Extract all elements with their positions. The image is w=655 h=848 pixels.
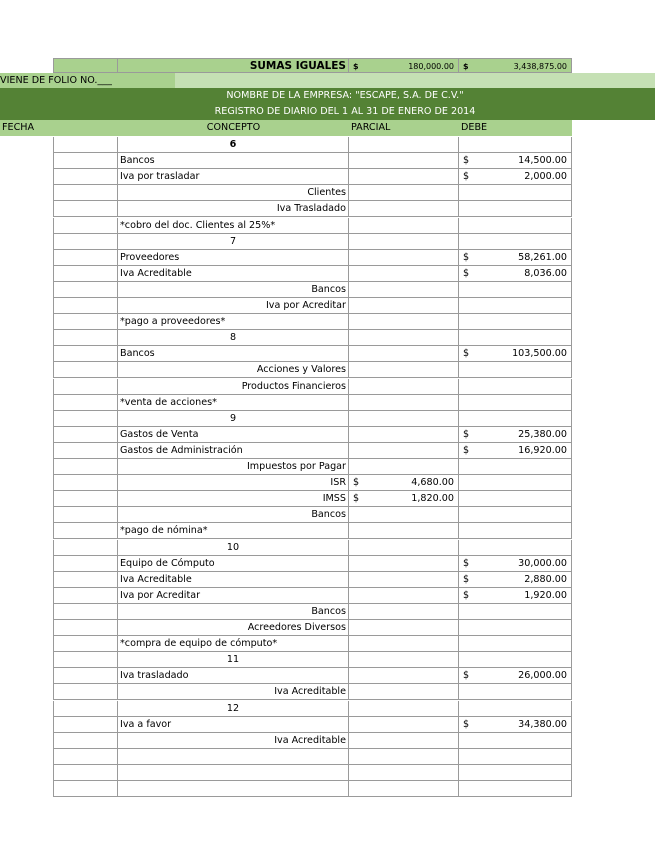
- concepto-text: 6: [229, 139, 237, 150]
- concepto-cell[interactable]: [118, 588, 349, 604]
- debe-currency: $: [463, 590, 470, 601]
- concepto-text: *pago de nómina*: [120, 525, 208, 536]
- parcial-cell[interactable]: [349, 379, 459, 395]
- debe-cell[interactable]: [459, 362, 572, 378]
- fecha-cell[interactable]: [53, 169, 118, 185]
- parcial-cell[interactable]: [349, 411, 459, 427]
- parcial-cell[interactable]: [349, 540, 459, 556]
- parcial-cell[interactable]: [349, 218, 459, 234]
- fecha-cell[interactable]: [53, 507, 118, 523]
- concepto-text: *compra de equipo de cómputo*: [120, 638, 278, 649]
- concepto-cell[interactable]: [118, 604, 349, 620]
- concepto-text: Iva Acreditable: [274, 735, 346, 746]
- debe-cell[interactable]: [459, 282, 572, 298]
- concepto-text: Iva por Acreditar: [265, 300, 346, 311]
- parcial-cell[interactable]: [349, 362, 459, 378]
- concepto-text: 9: [229, 413, 237, 424]
- debe-cell[interactable]: [459, 395, 572, 411]
- concepto-cell[interactable]: [118, 523, 349, 539]
- concepto-text: Acciones y Valores: [256, 364, 346, 375]
- debe-currency: $: [463, 429, 470, 440]
- concepto-cell[interactable]: [118, 379, 349, 395]
- concepto-cell[interactable]: [118, 185, 349, 201]
- concepto-text: *cobro del doc. Clientes al 25%*: [120, 220, 276, 231]
- totals-debe-currency: $: [463, 62, 469, 71]
- debe-cell[interactable]: [459, 250, 572, 266]
- header-debe[interactable]: DEBE: [461, 122, 488, 133]
- debe-currency: $: [463, 252, 470, 263]
- concepto-cell[interactable]: [118, 169, 349, 185]
- concepto-cell[interactable]: [118, 298, 349, 314]
- debe-cell[interactable]: [459, 620, 572, 636]
- concepto-text: Iva trasladado: [120, 670, 189, 681]
- parcial-cell[interactable]: [349, 588, 459, 604]
- company-title[interactable]: NOMBRE DE LA EMPRESA: "ESCAPE, S.A. DE C.V.": [226, 90, 464, 101]
- totals-parcial-currency: $: [353, 62, 359, 71]
- totals-debe-cell[interactable]: [459, 58, 572, 73]
- concepto-text: Gastos de Administración: [120, 445, 243, 456]
- debe-amount: 30,000.00: [518, 558, 567, 569]
- parcial-cell[interactable]: [349, 314, 459, 330]
- fecha-cell[interactable]: [53, 701, 118, 717]
- fecha-cell[interactable]: [53, 250, 118, 266]
- fecha-cell[interactable]: [53, 475, 118, 491]
- concepto-text: Iva por Acreditar: [120, 590, 201, 601]
- concepto-cell[interactable]: [118, 620, 349, 636]
- concepto-cell[interactable]: [118, 540, 349, 556]
- concepto-cell[interactable]: [118, 411, 349, 427]
- concepto-cell[interactable]: [118, 749, 349, 765]
- concepto-cell[interactable]: [118, 201, 349, 217]
- concepto-text: Iva Acreditable: [274, 686, 346, 697]
- fecha-cell[interactable]: [53, 395, 118, 411]
- parcial-cell[interactable]: [349, 298, 459, 314]
- concepto-cell[interactable]: [118, 346, 349, 362]
- parcial-cell[interactable]: [349, 604, 459, 620]
- concepto-cell[interactable]: [118, 266, 349, 282]
- fecha-cell[interactable]: [53, 137, 118, 153]
- concepto-text: Bancos: [311, 606, 346, 617]
- debe-currency: $: [463, 558, 470, 569]
- fecha-cell[interactable]: [53, 330, 118, 346]
- fecha-cell[interactable]: [53, 491, 118, 507]
- concepto-cell[interactable]: [118, 314, 349, 330]
- concepto-cell[interactable]: [118, 427, 349, 443]
- fecha-cell[interactable]: [53, 459, 118, 475]
- parcial-cell[interactable]: [349, 620, 459, 636]
- debe-cell[interactable]: [459, 749, 572, 765]
- concepto-cell[interactable]: [118, 701, 349, 717]
- fecha-cell[interactable]: [53, 588, 118, 604]
- concepto-cell[interactable]: [118, 282, 349, 298]
- concepto-text: Proveedores: [120, 252, 180, 263]
- concepto-text: Bancos: [311, 509, 346, 520]
- concepto-text: 12: [226, 703, 240, 714]
- concepto-cell[interactable]: [118, 459, 349, 475]
- debe-cell[interactable]: [459, 588, 572, 604]
- totals-blank-cell[interactable]: [53, 58, 118, 73]
- debe-currency: $: [463, 348, 470, 359]
- fecha-cell[interactable]: [53, 556, 118, 572]
- fecha-cell[interactable]: [53, 234, 118, 250]
- debe-amount: 1,920.00: [524, 590, 567, 601]
- debe-amount: 2,000.00: [524, 171, 567, 182]
- parcial-cell[interactable]: [349, 443, 459, 459]
- fecha-cell[interactable]: [53, 362, 118, 378]
- fecha-cell[interactable]: [53, 379, 118, 395]
- debe-cell[interactable]: [459, 781, 572, 797]
- concepto-text: 11: [226, 654, 240, 665]
- parcial-cell[interactable]: [349, 765, 459, 781]
- concepto-text: IMSS: [322, 493, 346, 504]
- debe-cell[interactable]: [459, 572, 572, 588]
- concepto-text: Iva por trasladar: [120, 171, 200, 182]
- concepto-cell[interactable]: [118, 250, 349, 266]
- debe-cell[interactable]: [459, 684, 572, 700]
- parcial-cell[interactable]: [349, 701, 459, 717]
- debe-amount: 25,380.00: [518, 429, 567, 440]
- parcial-cell[interactable]: [349, 282, 459, 298]
- fecha-cell[interactable]: [53, 636, 118, 652]
- concepto-cell[interactable]: [118, 234, 349, 250]
- parcial-cell[interactable]: [349, 636, 459, 652]
- debe-cell[interactable]: [459, 523, 572, 539]
- parcial-cell[interactable]: [349, 185, 459, 201]
- fecha-cell[interactable]: [53, 604, 118, 620]
- parcial-cell[interactable]: [349, 652, 459, 668]
- concepto-text: Gastos de Venta: [120, 429, 199, 440]
- debe-cell[interactable]: [459, 218, 572, 234]
- parcial-amount: 4,680.00: [411, 477, 454, 488]
- parcial-cell[interactable]: [349, 475, 459, 491]
- parcial-cell[interactable]: [349, 717, 459, 733]
- parcial-cell[interactable]: [349, 169, 459, 185]
- concepto-cell[interactable]: [118, 475, 349, 491]
- parcial-cell[interactable]: [349, 266, 459, 282]
- concepto-cell[interactable]: [118, 362, 349, 378]
- parcial-cell[interactable]: [349, 781, 459, 797]
- concepto-text: Impuestos por Pagar: [246, 461, 346, 472]
- concepto-cell[interactable]: [118, 781, 349, 797]
- folio-fill-cell[interactable]: [175, 73, 655, 88]
- parcial-cell[interactable]: [349, 572, 459, 588]
- debe-cell[interactable]: [459, 701, 572, 717]
- debe-currency: $: [463, 445, 470, 456]
- fecha-cell[interactable]: [53, 153, 118, 169]
- fecha-cell[interactable]: [53, 218, 118, 234]
- concepto-cell[interactable]: [118, 556, 349, 572]
- fecha-cell[interactable]: [53, 572, 118, 588]
- fecha-cell[interactable]: [53, 540, 118, 556]
- concepto-text: 7: [229, 236, 237, 247]
- fecha-cell[interactable]: [53, 266, 118, 282]
- concepto-cell[interactable]: [118, 218, 349, 234]
- parcial-cell[interactable]: [349, 137, 459, 153]
- concepto-text: Equipo de Cómputo: [120, 558, 215, 569]
- parcial-amount: 1,820.00: [411, 493, 454, 504]
- concepto-text: Bancos: [120, 348, 155, 359]
- debe-cell[interactable]: [459, 507, 572, 523]
- parcial-cell[interactable]: [349, 749, 459, 765]
- concepto-text: ISR: [330, 477, 346, 488]
- concepto-cell[interactable]: [118, 507, 349, 523]
- parcial-cell[interactable]: [349, 234, 459, 250]
- fecha-cell[interactable]: [53, 185, 118, 201]
- debe-cell[interactable]: [459, 540, 572, 556]
- fecha-cell[interactable]: [53, 781, 118, 797]
- parcial-currency: $: [353, 477, 360, 488]
- debe-cell[interactable]: [459, 459, 572, 475]
- debe-cell[interactable]: [459, 234, 572, 250]
- parcial-cell[interactable]: [349, 507, 459, 523]
- debe-amount: 26,000.00: [518, 670, 567, 681]
- folio-label: VIENE DE FOLIO NO.___: [0, 75, 112, 86]
- totals-debe-value: 3,438,875.00: [513, 62, 567, 71]
- debe-cell[interactable]: [459, 668, 572, 684]
- register-title[interactable]: REGISTRO DE DIARIO DEL 1 AL 31 DE ENERO DE 2014: [214, 106, 476, 117]
- parcial-cell[interactable]: [349, 346, 459, 362]
- concepto-text: 10: [226, 542, 240, 553]
- parcial-cell[interactable]: [349, 395, 459, 411]
- concepto-cell[interactable]: [118, 395, 349, 411]
- concepto-text: 8: [229, 332, 237, 343]
- parcial-cell[interactable]: [349, 201, 459, 217]
- concepto-cell[interactable]: [118, 572, 349, 588]
- debe-cell[interactable]: [459, 491, 572, 507]
- debe-cell[interactable]: [459, 556, 572, 572]
- debe-cell[interactable]: [459, 717, 572, 733]
- debe-amount: 103,500.00: [512, 348, 567, 359]
- debe-cell[interactable]: [459, 298, 572, 314]
- debe-amount: 14,500.00: [518, 155, 567, 166]
- fecha-cell[interactable]: [53, 652, 118, 668]
- fecha-cell[interactable]: [53, 411, 118, 427]
- header-row: [0, 120, 572, 136]
- debe-amount: 34,380.00: [518, 719, 567, 730]
- totals-label[interactable]: SUMAS IGUALES: [118, 58, 349, 73]
- debe-cell[interactable]: [459, 185, 572, 201]
- fecha-cell[interactable]: [53, 749, 118, 765]
- folio-row: [0, 73, 655, 88]
- concepto-text: Productos Financieros: [241, 381, 346, 392]
- debe-cell[interactable]: [459, 427, 572, 443]
- parcial-currency: $: [353, 493, 360, 504]
- parcial-cell[interactable]: [349, 330, 459, 346]
- debe-cell[interactable]: [459, 733, 572, 749]
- debe-amount: 2,880.00: [524, 574, 567, 585]
- debe-currency: $: [463, 719, 470, 730]
- parcial-cell[interactable]: [349, 459, 459, 475]
- folio-label-cell[interactable]: [0, 73, 175, 88]
- fecha-cell[interactable]: [53, 201, 118, 217]
- fecha-cell[interactable]: [53, 523, 118, 539]
- debe-cell[interactable]: [459, 201, 572, 217]
- parcial-cell[interactable]: [349, 684, 459, 700]
- header-parcial[interactable]: PARCIAL: [351, 122, 391, 133]
- debe-cell[interactable]: [459, 443, 572, 459]
- debe-cell[interactable]: [459, 411, 572, 427]
- fecha-cell[interactable]: [53, 733, 118, 749]
- fecha-cell[interactable]: [53, 620, 118, 636]
- totals-parcial-value: 180,000.00: [408, 62, 454, 71]
- debe-cell[interactable]: [459, 765, 572, 781]
- parcial-cell[interactable]: [349, 153, 459, 169]
- concepto-text: Iva Acreditable: [120, 574, 192, 585]
- concepto-text: Bancos: [120, 155, 155, 166]
- fecha-cell[interactable]: [53, 765, 118, 781]
- debe-cell[interactable]: [459, 137, 572, 153]
- concepto-cell[interactable]: [118, 137, 349, 153]
- fecha-cell[interactable]: [53, 684, 118, 700]
- fecha-cell[interactable]: [53, 298, 118, 314]
- debe-currency: $: [463, 268, 470, 279]
- debe-cell[interactable]: [459, 169, 572, 185]
- debe-cell[interactable]: [459, 330, 572, 346]
- concepto-cell[interactable]: [118, 652, 349, 668]
- concepto-text: Acreedores Diversos: [247, 622, 346, 633]
- concepto-text: Iva Trasladado: [276, 203, 346, 214]
- debe-cell[interactable]: [459, 153, 572, 169]
- fecha-cell[interactable]: [53, 282, 118, 298]
- concepto-cell[interactable]: [118, 684, 349, 700]
- concepto-text: Clientes: [307, 187, 346, 198]
- fecha-cell[interactable]: [53, 443, 118, 459]
- debe-cell[interactable]: [459, 266, 572, 282]
- concepto-text: *venta de acciones*: [120, 397, 217, 408]
- debe-currency: $: [463, 670, 470, 681]
- concepto-cell[interactable]: [118, 330, 349, 346]
- debe-cell[interactable]: [459, 636, 572, 652]
- parcial-cell[interactable]: [349, 556, 459, 572]
- concepto-cell[interactable]: [118, 668, 349, 684]
- fecha-cell[interactable]: [53, 717, 118, 733]
- company-row: [0, 88, 655, 104]
- debe-cell[interactable]: [459, 604, 572, 620]
- concepto-cell[interactable]: [118, 443, 349, 459]
- parcial-cell[interactable]: [349, 523, 459, 539]
- concepto-cell[interactable]: [118, 733, 349, 749]
- debe-currency: $: [463, 171, 470, 182]
- parcial-cell[interactable]: [349, 733, 459, 749]
- header-fecha[interactable]: FECHA: [2, 122, 35, 133]
- debe-amount: 8,036.00: [524, 268, 567, 279]
- parcial-cell[interactable]: [349, 427, 459, 443]
- register-row: [0, 104, 655, 120]
- fecha-cell[interactable]: [53, 427, 118, 443]
- fecha-cell[interactable]: [53, 346, 118, 362]
- concepto-text: *pago a proveedores*: [120, 316, 226, 327]
- header-concepto[interactable]: CONCEPTO: [206, 122, 261, 133]
- concepto-cell[interactable]: [118, 491, 349, 507]
- debe-amount: 58,261.00: [518, 252, 567, 263]
- debe-cell[interactable]: [459, 652, 572, 668]
- fecha-cell[interactable]: [53, 314, 118, 330]
- debe-cell[interactable]: [459, 346, 572, 362]
- parcial-cell[interactable]: [349, 491, 459, 507]
- parcial-cell[interactable]: [349, 250, 459, 266]
- debe-amount: 16,920.00: [518, 445, 567, 456]
- concepto-text: Iva a favor: [120, 719, 172, 730]
- concepto-cell[interactable]: [118, 717, 349, 733]
- concepto-cell[interactable]: [118, 765, 349, 781]
- debe-currency: $: [463, 155, 470, 166]
- debe-currency: $: [463, 574, 470, 585]
- parcial-cell[interactable]: [349, 668, 459, 684]
- concepto-cell[interactable]: [118, 153, 349, 169]
- concepto-text: Bancos: [311, 284, 346, 295]
- debe-cell[interactable]: [459, 475, 572, 491]
- concepto-cell[interactable]: [118, 636, 349, 652]
- debe-cell[interactable]: [459, 314, 572, 330]
- concepto-text: Iva Acreditable: [120, 268, 192, 279]
- totals-parcial-cell[interactable]: [349, 58, 459, 73]
- debe-cell[interactable]: [459, 379, 572, 395]
- fecha-cell[interactable]: [53, 668, 118, 684]
